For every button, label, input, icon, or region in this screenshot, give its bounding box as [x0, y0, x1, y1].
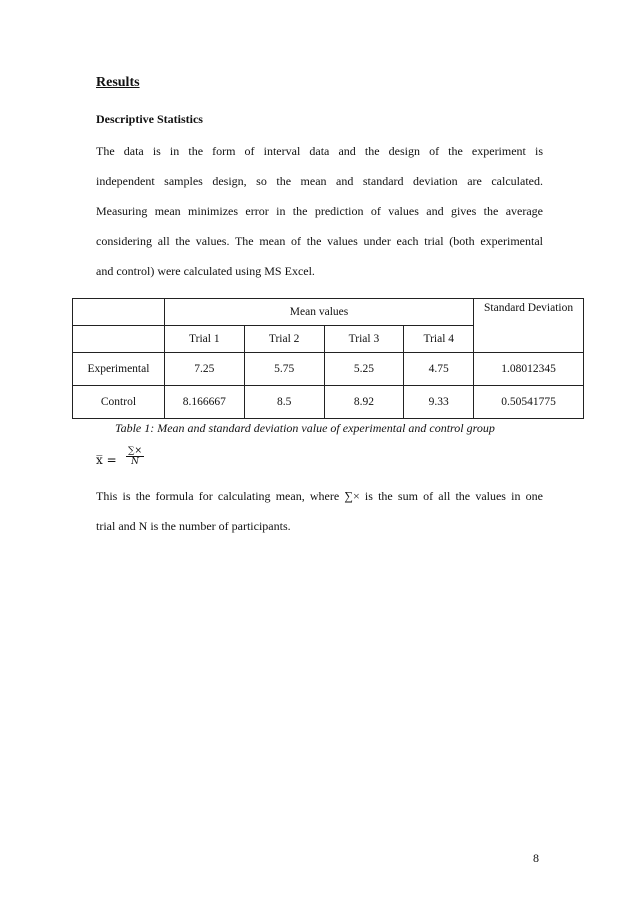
subsection-heading: Descriptive Statistics: [96, 112, 203, 126]
formula-numerator: ∑×: [126, 446, 144, 457]
paragraph-line: This is the formula for calculating mean, where ∑× is the sum of all the values in one: [96, 489, 543, 503]
paragraph-line: Measuring mean minimizes error in the prediction of values and gives the average: [96, 204, 543, 218]
page-number: 8: [533, 851, 539, 865]
table-caption: Table 1: Mean and standard deviation value of experimental and control group: [115, 421, 495, 435]
trial-header: Trial 3: [324, 326, 404, 353]
table-cell: 8.5: [244, 386, 324, 419]
trial-header: Trial 1: [164, 326, 244, 353]
paragraph-line: considering all the values. The mean of the values under each trial (both experimental: [96, 234, 543, 248]
row-label: Control: [73, 386, 165, 419]
table-cell: 7.25: [164, 353, 244, 386]
paragraph-line: and control) were calculated using MS Excel.: [96, 264, 315, 278]
statistics-table: [72, 298, 584, 419]
table-cell: 1.08012345: [474, 353, 584, 386]
paragraph-line: trial and N is the number of participants.: [96, 519, 291, 533]
formula-lhs: x̅ =: [96, 453, 117, 467]
table-cell: 0.50541775: [474, 386, 584, 419]
table-cell: 4.75: [404, 353, 474, 386]
table-cell: 9.33: [404, 386, 474, 419]
paragraph-line: independent samples design, so the mean and standard deviation are calculated.: [96, 174, 543, 188]
table-cell: 8.92: [324, 386, 404, 419]
table-cell: 5.25: [324, 353, 404, 386]
table-header-row: [73, 299, 584, 326]
table-cell: 5.75: [244, 353, 324, 386]
mean-values-header: Mean values: [164, 299, 473, 326]
table-empty-cell: [73, 326, 165, 353]
table-cell: 8.166667: [164, 386, 244, 419]
table-corner-cell: [73, 299, 165, 326]
paragraph-line: The data is in the form of interval data and the design of the experiment is: [96, 144, 543, 158]
standard-deviation-header: Standard Deviation: [474, 299, 584, 353]
row-label: Experimental: [73, 353, 165, 386]
trial-header: Trial 4: [404, 326, 474, 353]
section-heading: Results: [96, 75, 140, 90]
table-row: [73, 353, 584, 386]
formula-denominator: N: [131, 457, 139, 467]
table-row: [73, 386, 584, 419]
trial-header: Trial 2: [244, 326, 324, 353]
formula-fraction: [126, 446, 144, 467]
